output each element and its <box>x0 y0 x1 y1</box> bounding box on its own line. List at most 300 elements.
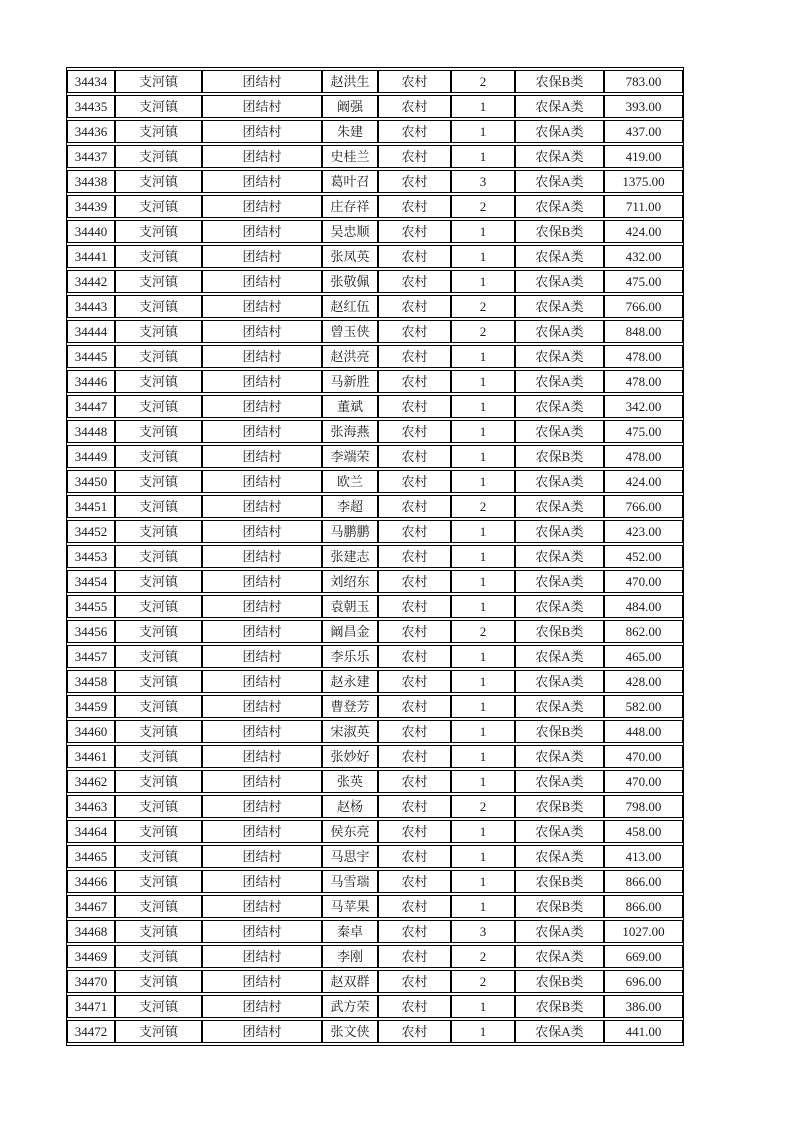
insurance-type-cell: 农保A类 <box>515 470 604 493</box>
amount-cell: 669.00 <box>604 945 683 968</box>
category-cell: 农村 <box>378 120 451 143</box>
village-cell: 团结村 <box>202 70 322 93</box>
town-cell: 支河镇 <box>115 745 202 768</box>
village-cell: 团结村 <box>202 845 322 868</box>
serial-cell: 34440 <box>67 220 115 243</box>
category-cell: 农村 <box>378 245 451 268</box>
serial-cell: 34446 <box>67 370 115 393</box>
person-count-cell: 1 <box>451 845 515 868</box>
person-count-cell: 1 <box>451 770 515 793</box>
person-count-cell: 1 <box>451 95 515 118</box>
roster-table <box>66 67 684 1046</box>
insurance-type-cell: 农保A类 <box>515 595 604 618</box>
insurance-type-cell: 农保A类 <box>515 495 604 518</box>
village-cell: 团结村 <box>202 670 322 693</box>
serial-cell: 34442 <box>67 270 115 293</box>
village-cell: 团结村 <box>202 570 322 593</box>
village-cell: 团结村 <box>202 645 322 668</box>
town-cell: 支河镇 <box>115 970 202 993</box>
insurance-type-cell: 农保B类 <box>515 70 604 93</box>
category-cell: 农村 <box>378 70 451 93</box>
person-name-cell: 赵洪生 <box>322 70 378 93</box>
person-count-cell: 2 <box>451 320 515 343</box>
table-row <box>67 970 683 993</box>
village-cell: 团结村 <box>202 245 322 268</box>
town-cell: 支河镇 <box>115 320 202 343</box>
serial-cell: 34454 <box>67 570 115 593</box>
serial-cell: 34436 <box>67 120 115 143</box>
insurance-type-cell: 农保A类 <box>515 570 604 593</box>
person-count-cell: 2 <box>451 620 515 643</box>
person-count-cell: 1 <box>451 570 515 593</box>
amount-cell: 386.00 <box>604 995 683 1018</box>
category-cell: 农村 <box>378 195 451 218</box>
person-count-cell: 1 <box>451 670 515 693</box>
insurance-type-cell: 农保A类 <box>515 195 604 218</box>
village-cell: 团结村 <box>202 770 322 793</box>
person-count-cell: 2 <box>451 795 515 818</box>
person-count-cell: 1 <box>451 1020 515 1043</box>
serial-cell: 34469 <box>67 945 115 968</box>
person-name-cell: 赵杨 <box>322 795 378 818</box>
insurance-type-cell: 农保B类 <box>515 620 604 643</box>
person-count-cell: 3 <box>451 920 515 943</box>
village-cell: 团结村 <box>202 195 322 218</box>
insurance-type-cell: 农保A类 <box>515 845 604 868</box>
table-row <box>67 170 683 193</box>
category-cell: 农村 <box>378 645 451 668</box>
insurance-type-cell: 农保B类 <box>515 870 604 893</box>
insurance-type-cell: 农保A类 <box>515 1020 604 1043</box>
category-cell: 农村 <box>378 720 451 743</box>
person-count-cell: 2 <box>451 195 515 218</box>
person-name-cell: 张文侠 <box>322 1020 378 1043</box>
town-cell: 支河镇 <box>115 95 202 118</box>
table-row <box>67 720 683 743</box>
insurance-type-cell: 农保B类 <box>515 795 604 818</box>
town-cell: 支河镇 <box>115 195 202 218</box>
table-row <box>67 445 683 468</box>
category-cell: 农村 <box>378 345 451 368</box>
serial-cell: 34439 <box>67 195 115 218</box>
serial-cell: 34462 <box>67 770 115 793</box>
town-cell: 支河镇 <box>115 845 202 868</box>
town-cell: 支河镇 <box>115 295 202 318</box>
person-count-cell: 1 <box>451 545 515 568</box>
insurance-type-cell: 农保B类 <box>515 720 604 743</box>
village-cell: 团结村 <box>202 95 322 118</box>
person-count-cell: 1 <box>451 870 515 893</box>
amount-cell: 478.00 <box>604 370 683 393</box>
town-cell: 支河镇 <box>115 1020 202 1043</box>
amount-cell: 696.00 <box>604 970 683 993</box>
amount-cell: 582.00 <box>604 695 683 718</box>
amount-cell: 465.00 <box>604 645 683 668</box>
amount-cell: 437.00 <box>604 120 683 143</box>
person-name-cell: 曹登芳 <box>322 695 378 718</box>
category-cell: 农村 <box>378 820 451 843</box>
table-row <box>67 95 683 118</box>
category-cell: 农村 <box>378 795 451 818</box>
amount-cell: 848.00 <box>604 320 683 343</box>
insurance-type-cell: 农保A类 <box>515 920 604 943</box>
serial-cell: 34449 <box>67 445 115 468</box>
insurance-type-cell: 农保B类 <box>515 220 604 243</box>
category-cell: 农村 <box>378 220 451 243</box>
person-count-cell: 1 <box>451 345 515 368</box>
table-row <box>67 70 683 93</box>
village-cell: 团结村 <box>202 495 322 518</box>
village-cell: 团结村 <box>202 745 322 768</box>
person-name-cell: 秦卓 <box>322 920 378 943</box>
table-row <box>67 545 683 568</box>
person-name-cell: 马新胜 <box>322 370 378 393</box>
person-name-cell: 马苹果 <box>322 895 378 918</box>
person-count-cell: 1 <box>451 370 515 393</box>
town-cell: 支河镇 <box>115 570 202 593</box>
table-row <box>67 295 683 318</box>
village-cell: 团结村 <box>202 620 322 643</box>
serial-cell: 34467 <box>67 895 115 918</box>
category-cell: 农村 <box>378 920 451 943</box>
amount-cell: 783.00 <box>604 70 683 93</box>
town-cell: 支河镇 <box>115 170 202 193</box>
person-name-cell: 张凤英 <box>322 245 378 268</box>
person-count-cell: 1 <box>451 745 515 768</box>
insurance-type-cell: 农保A类 <box>515 395 604 418</box>
person-name-cell: 张英 <box>322 770 378 793</box>
person-name-cell: 阚昌金 <box>322 620 378 643</box>
category-cell: 农村 <box>378 495 451 518</box>
town-cell: 支河镇 <box>115 245 202 268</box>
amount-cell: 475.00 <box>604 270 683 293</box>
person-count-cell: 2 <box>451 495 515 518</box>
person-count-cell: 1 <box>451 695 515 718</box>
town-cell: 支河镇 <box>115 270 202 293</box>
town-cell: 支河镇 <box>115 420 202 443</box>
insurance-type-cell: 农保A类 <box>515 670 604 693</box>
amount-cell: 1027.00 <box>604 920 683 943</box>
amount-cell: 470.00 <box>604 745 683 768</box>
person-name-cell: 李刚 <box>322 945 378 968</box>
category-cell: 农村 <box>378 270 451 293</box>
serial-cell: 34461 <box>67 745 115 768</box>
person-count-cell: 1 <box>451 595 515 618</box>
amount-cell: 423.00 <box>604 520 683 543</box>
table-row <box>67 595 683 618</box>
person-name-cell: 李乐乐 <box>322 645 378 668</box>
table-row <box>67 195 683 218</box>
village-cell: 团结村 <box>202 920 322 943</box>
town-cell: 支河镇 <box>115 720 202 743</box>
village-cell: 团结村 <box>202 895 322 918</box>
category-cell: 农村 <box>378 395 451 418</box>
insurance-type-cell: 农保A类 <box>515 645 604 668</box>
category-cell: 农村 <box>378 770 451 793</box>
person-name-cell: 朱建 <box>322 120 378 143</box>
amount-cell: 475.00 <box>604 420 683 443</box>
category-cell: 农村 <box>378 995 451 1018</box>
village-cell: 团结村 <box>202 470 322 493</box>
village-cell: 团结村 <box>202 345 322 368</box>
category-cell: 农村 <box>378 170 451 193</box>
town-cell: 支河镇 <box>115 795 202 818</box>
serial-cell: 34441 <box>67 245 115 268</box>
village-cell: 团结村 <box>202 120 322 143</box>
person-name-cell: 欧兰 <box>322 470 378 493</box>
town-cell: 支河镇 <box>115 345 202 368</box>
table-row <box>67 770 683 793</box>
serial-cell: 34438 <box>67 170 115 193</box>
category-cell: 农村 <box>378 320 451 343</box>
insurance-type-cell: 农保A类 <box>515 945 604 968</box>
table-row <box>67 395 683 418</box>
serial-cell: 34452 <box>67 520 115 543</box>
person-name-cell: 马鹏鹏 <box>322 520 378 543</box>
serial-cell: 34450 <box>67 470 115 493</box>
amount-cell: 419.00 <box>604 145 683 168</box>
village-cell: 团结村 <box>202 595 322 618</box>
category-cell: 农村 <box>378 520 451 543</box>
person-count-cell: 1 <box>451 645 515 668</box>
table-row <box>67 920 683 943</box>
village-cell: 团结村 <box>202 420 322 443</box>
person-count-cell: 2 <box>451 945 515 968</box>
person-name-cell: 史桂兰 <box>322 145 378 168</box>
village-cell: 团结村 <box>202 320 322 343</box>
person-count-cell: 3 <box>451 170 515 193</box>
village-cell: 团结村 <box>202 270 322 293</box>
town-cell: 支河镇 <box>115 670 202 693</box>
table-row <box>67 1020 683 1043</box>
insurance-type-cell: 农保A类 <box>515 145 604 168</box>
town-cell: 支河镇 <box>115 495 202 518</box>
table-row <box>67 120 683 143</box>
amount-cell: 766.00 <box>604 295 683 318</box>
serial-cell: 34464 <box>67 820 115 843</box>
amount-cell: 470.00 <box>604 570 683 593</box>
insurance-type-cell: 农保A类 <box>515 295 604 318</box>
person-name-cell: 李超 <box>322 495 378 518</box>
person-count-cell: 1 <box>451 270 515 293</box>
amount-cell: 393.00 <box>604 95 683 118</box>
serial-cell: 34448 <box>67 420 115 443</box>
amount-cell: 452.00 <box>604 545 683 568</box>
village-cell: 团结村 <box>202 295 322 318</box>
village-cell: 团结村 <box>202 170 322 193</box>
category-cell: 农村 <box>378 670 451 693</box>
person-count-cell: 1 <box>451 895 515 918</box>
insurance-type-cell: 农保B类 <box>515 895 604 918</box>
person-count-cell: 1 <box>451 995 515 1018</box>
town-cell: 支河镇 <box>115 920 202 943</box>
table-row <box>67 845 683 868</box>
person-name-cell: 侯东亮 <box>322 820 378 843</box>
amount-cell: 424.00 <box>604 470 683 493</box>
person-name-cell: 葛叶召 <box>322 170 378 193</box>
category-cell: 农村 <box>378 895 451 918</box>
insurance-type-cell: 农保A类 <box>515 345 604 368</box>
category-cell: 农村 <box>378 570 451 593</box>
village-cell: 团结村 <box>202 995 322 1018</box>
town-cell: 支河镇 <box>115 870 202 893</box>
serial-cell: 34465 <box>67 845 115 868</box>
table-row <box>67 795 683 818</box>
table-row <box>67 820 683 843</box>
amount-cell: 866.00 <box>604 870 683 893</box>
serial-cell: 34443 <box>67 295 115 318</box>
insurance-type-cell: 农保B类 <box>515 995 604 1018</box>
village-cell: 团结村 <box>202 370 322 393</box>
amount-cell: 441.00 <box>604 1020 683 1043</box>
amount-cell: 432.00 <box>604 245 683 268</box>
town-cell: 支河镇 <box>115 120 202 143</box>
table-row <box>67 470 683 493</box>
insurance-type-cell: 农保A类 <box>515 745 604 768</box>
insurance-type-cell: 农保A类 <box>515 320 604 343</box>
town-cell: 支河镇 <box>115 595 202 618</box>
insurance-type-cell: 农保A类 <box>515 370 604 393</box>
category-cell: 农村 <box>378 370 451 393</box>
amount-cell: 866.00 <box>604 895 683 918</box>
serial-cell: 34447 <box>67 395 115 418</box>
category-cell: 农村 <box>378 95 451 118</box>
category-cell: 农村 <box>378 745 451 768</box>
town-cell: 支河镇 <box>115 520 202 543</box>
amount-cell: 428.00 <box>604 670 683 693</box>
village-cell: 团结村 <box>202 395 322 418</box>
town-cell: 支河镇 <box>115 145 202 168</box>
town-cell: 支河镇 <box>115 895 202 918</box>
village-cell: 团结村 <box>202 945 322 968</box>
table-row <box>67 895 683 918</box>
village-cell: 团结村 <box>202 870 322 893</box>
serial-cell: 34466 <box>67 870 115 893</box>
category-cell: 农村 <box>378 295 451 318</box>
insurance-type-cell: 农保A类 <box>515 120 604 143</box>
serial-cell: 34459 <box>67 695 115 718</box>
person-name-cell: 张妙好 <box>322 745 378 768</box>
person-name-cell: 赵红伍 <box>322 295 378 318</box>
town-cell: 支河镇 <box>115 370 202 393</box>
serial-cell: 34460 <box>67 720 115 743</box>
person-name-cell: 马思宇 <box>322 845 378 868</box>
table-row <box>67 520 683 543</box>
person-count-cell: 1 <box>451 820 515 843</box>
category-cell: 农村 <box>378 695 451 718</box>
town-cell: 支河镇 <box>115 220 202 243</box>
serial-cell: 34445 <box>67 345 115 368</box>
table-row <box>67 495 683 518</box>
amount-cell: 470.00 <box>604 770 683 793</box>
insurance-type-cell: 农保A类 <box>515 545 604 568</box>
person-name-cell: 张敬佩 <box>322 270 378 293</box>
category-cell: 农村 <box>378 145 451 168</box>
person-name-cell: 张海燕 <box>322 420 378 443</box>
town-cell: 支河镇 <box>115 445 202 468</box>
amount-cell: 862.00 <box>604 620 683 643</box>
amount-cell: 342.00 <box>604 395 683 418</box>
town-cell: 支河镇 <box>115 770 202 793</box>
table-row <box>67 645 683 668</box>
table-row <box>67 220 683 243</box>
town-cell: 支河镇 <box>115 820 202 843</box>
person-count-cell: 2 <box>451 70 515 93</box>
village-cell: 团结村 <box>202 445 322 468</box>
village-cell: 团结村 <box>202 820 322 843</box>
insurance-type-cell: 农保A类 <box>515 770 604 793</box>
category-cell: 农村 <box>378 595 451 618</box>
insurance-type-cell: 农保A类 <box>515 270 604 293</box>
person-name-cell: 赵洪亮 <box>322 345 378 368</box>
insurance-type-cell: 农保A类 <box>515 520 604 543</box>
person-name-cell: 董斌 <box>322 395 378 418</box>
town-cell: 支河镇 <box>115 945 202 968</box>
serial-cell: 34455 <box>67 595 115 618</box>
table-row <box>67 420 683 443</box>
roster-table-body <box>67 70 683 1043</box>
amount-cell: 484.00 <box>604 595 683 618</box>
amount-cell: 424.00 <box>604 220 683 243</box>
village-cell: 团结村 <box>202 720 322 743</box>
serial-cell: 34453 <box>67 545 115 568</box>
person-name-cell: 张建志 <box>322 545 378 568</box>
town-cell: 支河镇 <box>115 545 202 568</box>
person-name-cell: 吴忠顺 <box>322 220 378 243</box>
category-cell: 农村 <box>378 445 451 468</box>
person-count-cell: 1 <box>451 445 515 468</box>
town-cell: 支河镇 <box>115 995 202 1018</box>
village-cell: 团结村 <box>202 795 322 818</box>
table-row <box>67 670 683 693</box>
serial-cell: 34457 <box>67 645 115 668</box>
insurance-type-cell: 农保A类 <box>515 820 604 843</box>
insurance-type-cell: 农保A类 <box>515 95 604 118</box>
person-count-cell: 1 <box>451 245 515 268</box>
table-row <box>67 320 683 343</box>
person-count-cell: 1 <box>451 120 515 143</box>
category-cell: 农村 <box>378 470 451 493</box>
table-row <box>67 620 683 643</box>
person-count-cell: 1 <box>451 420 515 443</box>
serial-cell: 34470 <box>67 970 115 993</box>
amount-cell: 448.00 <box>604 720 683 743</box>
category-cell: 农村 <box>378 545 451 568</box>
insurance-type-cell: 农保A类 <box>515 170 604 193</box>
amount-cell: 458.00 <box>604 820 683 843</box>
town-cell: 支河镇 <box>115 645 202 668</box>
person-name-cell: 曾玉侠 <box>322 320 378 343</box>
amount-cell: 766.00 <box>604 495 683 518</box>
serial-cell: 34458 <box>67 670 115 693</box>
category-cell: 农村 <box>378 870 451 893</box>
serial-cell: 34471 <box>67 995 115 1018</box>
table-row <box>67 245 683 268</box>
town-cell: 支河镇 <box>115 620 202 643</box>
table-row <box>67 145 683 168</box>
table-row <box>67 695 683 718</box>
person-count-cell: 1 <box>451 395 515 418</box>
category-cell: 农村 <box>378 1020 451 1043</box>
insurance-type-cell: 农保A类 <box>515 245 604 268</box>
person-count-cell: 1 <box>451 145 515 168</box>
amount-cell: 711.00 <box>604 195 683 218</box>
person-count-cell: 1 <box>451 520 515 543</box>
village-cell: 团结村 <box>202 970 322 993</box>
amount-cell: 478.00 <box>604 445 683 468</box>
village-cell: 团结村 <box>202 220 322 243</box>
serial-cell: 34437 <box>67 145 115 168</box>
